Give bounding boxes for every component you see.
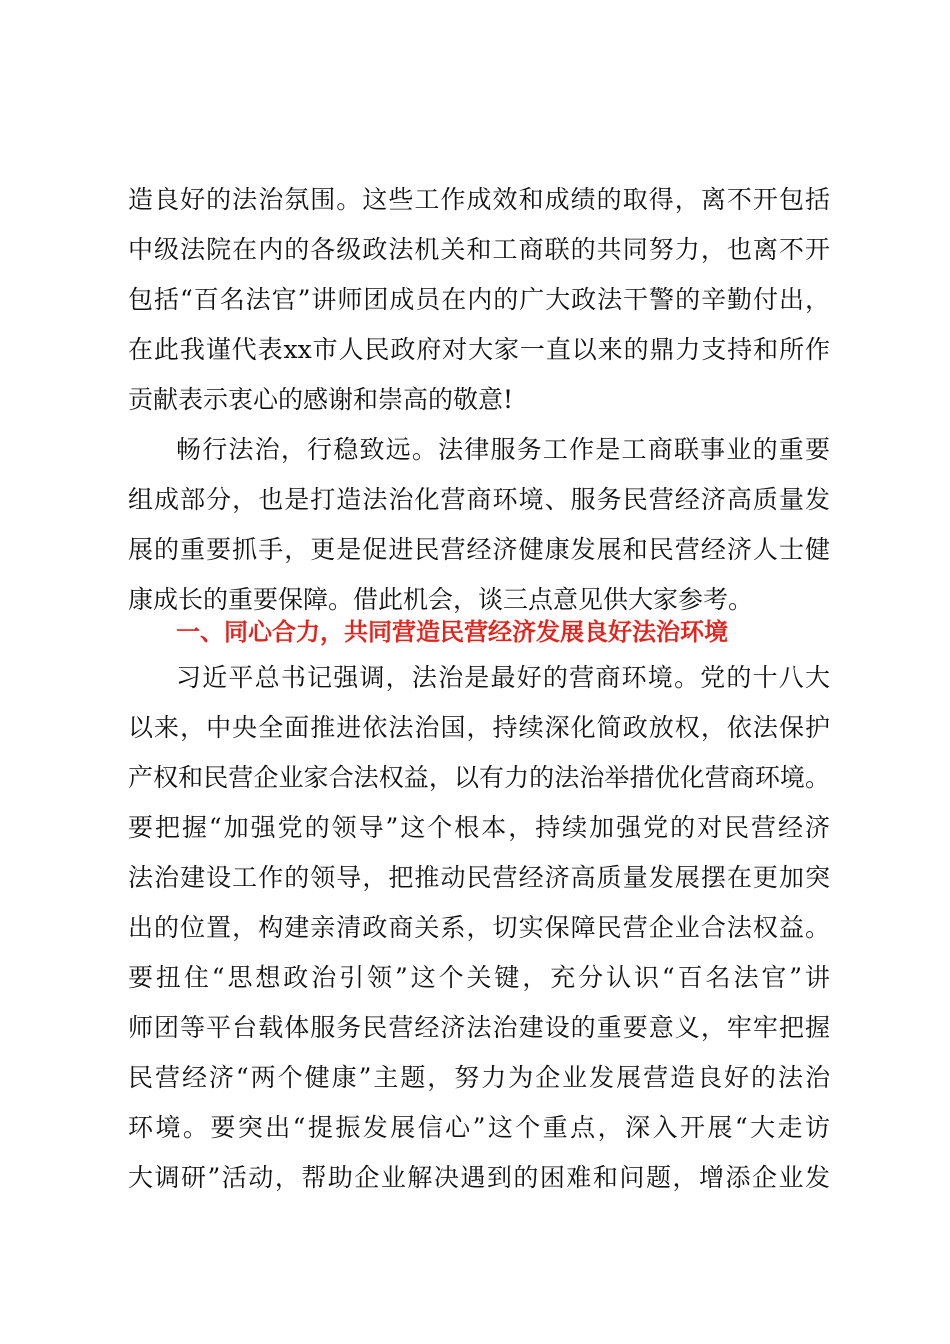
paragraph-line: 出的位置，构建亲清政商关系，切实保障民营企业合法权益。 [128,913,830,942]
paragraph-line: 法治建设工作的领导，把推动民营经济高质量发展摆在更加突 [128,863,830,892]
paragraph-line: 环境。要突出“提振发展信心”这个重点，深入开展“大走访 [128,1113,830,1142]
paragraph-line: 要把握“加强党的领导”这个根本，持续加强党的对民营经济 [128,813,830,842]
paragraph-line: 要扭住“思想政治引领”这个关键，充分认识“百名法官”讲 [128,963,830,992]
paragraph-line: 造良好的法治氛围。这些工作成效和成绩的取得，离不开包括 [128,185,830,214]
paragraph-line: 在此我谨代表xx市人民政府对大家一直以来的鼎力支持和所作 [128,335,830,364]
paragraph-line: 包括“百名法官”讲师团成员在内的广大政法干警的辛勤付出， [128,285,830,314]
paragraph-line: 中级法院在内的各级政法机关和工商联的共同努力，也离不开 [128,235,830,264]
paragraph-line: 大调研”活动，帮助企业解决遇到的困难和问题，增添企业发 [128,1163,830,1192]
section-heading: 一、同心合力，共同营造民营经济发展良好法治环境 [176,618,728,646]
paragraph-line: 师团等平台载体服务民营经济法治建设的重要意义，牢牢把握 [128,1013,830,1042]
paragraph-line: 畅行法治，行稳致远。法律服务工作是工商联事业的重要 [176,435,830,464]
paragraph-line: 以来，中央全面推进依法治国，持续深化简政放权，依法保护 [128,713,830,742]
paragraph-line: 民营经济“两个健康”主题，努力为企业发展营造良好的法治 [128,1063,830,1092]
paragraph-line: 产权和民营企业家合法权益，以有力的法治举措优化营商环境。 [128,763,830,792]
paragraph-line: 展的重要抓手，更是促进民营经济健康发展和民营经济人士健 [128,535,830,564]
paragraph-line: 贡献表示衷心的感谢和崇高的敬意! [128,385,514,414]
paragraph-line: 组成部分，也是打造法治化营商环境、服务民营经济高质量发 [128,485,830,514]
paragraph-line: 康成长的重要保障。借此机会，谈三点意见供大家参考。 [128,585,754,614]
paragraph-line: 习近平总书记强调，法治是最好的营商环境。党的十八大 [176,663,830,692]
